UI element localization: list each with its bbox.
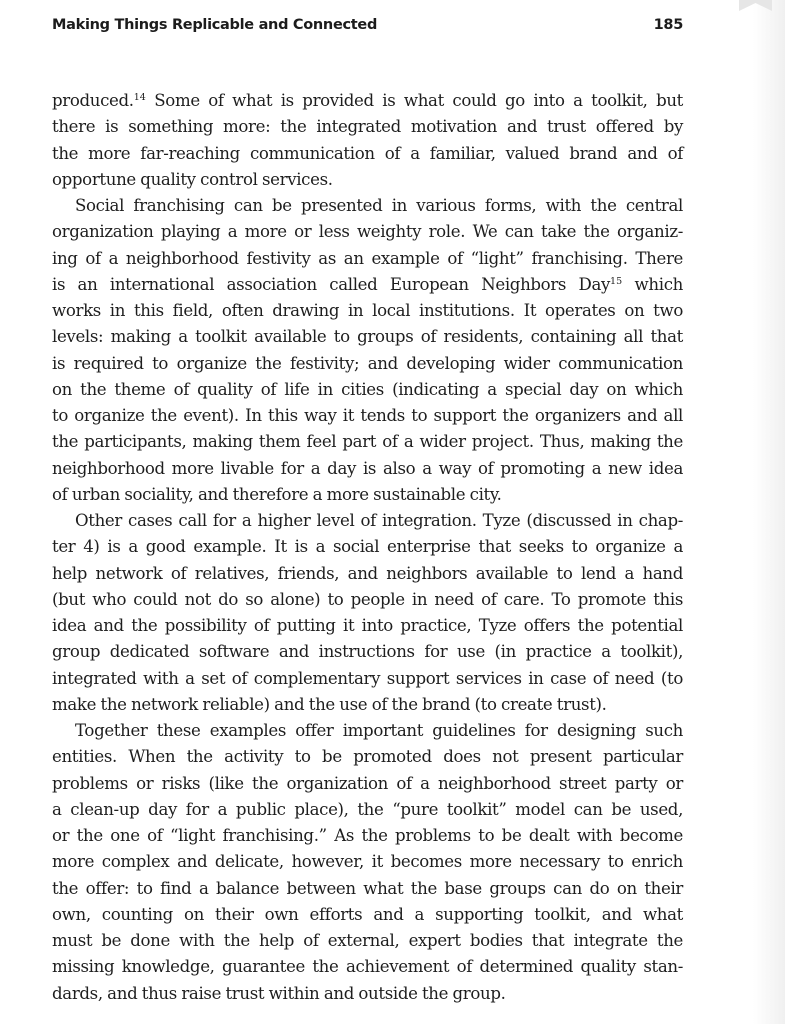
running-title: Making Things Replicable and Connected: [52, 17, 378, 33]
text-line: [52, 88, 683, 114]
line-text: idea and the possibility of putting it into practice, Tyze offers the potential: [52, 616, 683, 635]
text-line: [52, 429, 683, 455]
bookmark-ribbon-icon: [739, 0, 772, 12]
text-line: [52, 351, 683, 377]
text-line: [52, 639, 683, 665]
text-line: [52, 849, 683, 875]
text-line: [52, 928, 683, 954]
line-text: Together these examples offer important guidelines for designing such: [75, 721, 683, 740]
line-text: group dedicated software and instructions for use (in practice a toolkit),: [52, 642, 683, 662]
line-text: ing of a neighborhood festivity as an example of “light” franchising. There: [52, 248, 683, 268]
text-line: [52, 876, 683, 902]
line-text: entities. When the activity to be promoted does not present particular: [52, 747, 683, 767]
line-text: Some of what is provided is what could go into a toolkit, but: [145, 91, 683, 110]
line-text: opportune quality control services.: [52, 169, 333, 189]
text-line: [52, 141, 683, 167]
text-line: [52, 324, 683, 350]
line-text: the more far-reaching communication of a familiar, valued brand and of: [52, 143, 683, 163]
line-text: of urban sociality, and therefore a more sustainable city.: [52, 484, 502, 504]
line-text: produced.: [52, 91, 134, 110]
text-line: [52, 561, 683, 587]
text-line: [52, 246, 683, 272]
line-text: or the one of “light franchising.” As the problems to be dealt with become: [52, 826, 683, 845]
line-text: more complex and delicate, however, it becomes more necessary to enrich: [52, 852, 683, 872]
text-line: [52, 902, 683, 928]
text-line: [52, 771, 683, 797]
paragraph: [52, 508, 683, 718]
text-line: [52, 954, 683, 980]
line-text: must be done with the help of external, expert bodies that integrate the: [52, 931, 683, 950]
body-text: [52, 88, 683, 1007]
text-line: [52, 403, 683, 429]
line-text: which: [622, 274, 683, 294]
line-text: on the theme of quality of life in cities (indicating a special day on which: [52, 379, 683, 399]
running-head: [52, 17, 683, 39]
text-line: [52, 456, 683, 482]
line-text: help network of relatives, friends, and neighbors available to lend a hand: [52, 563, 683, 583]
text-line: [52, 482, 683, 508]
text-line: [52, 613, 683, 639]
text-line: [52, 981, 683, 1007]
paragraph: [52, 718, 683, 1007]
line-text: neighborhood more livable for a day is also a way of promoting a new idea: [52, 458, 683, 478]
line-text: make the network reliable) and the use of the brand (to create trust).: [52, 694, 607, 714]
footnote-reference[interactable]: 14: [133, 92, 146, 103]
line-text: dards, and thus raise trust within and outside the group.: [52, 983, 506, 1003]
text-line: [52, 508, 683, 534]
footnote-reference[interactable]: 15: [610, 275, 623, 287]
text-line: [52, 587, 683, 613]
line-text: is required to organize the festivity; and developing wider communication: [52, 353, 683, 373]
line-text: own, counting on their own efforts and a supporting toolkit, and what: [52, 904, 683, 924]
line-text: is an international association called European Neighbors Day: [52, 274, 611, 294]
text-line: [52, 193, 683, 219]
text-line: [52, 666, 683, 692]
text-line: [52, 692, 683, 718]
line-text: problems or risks (like the organization of a neighborhood street party or: [52, 773, 683, 793]
text-line: [52, 744, 683, 770]
paragraph: [52, 193, 683, 508]
text-line: [52, 534, 683, 560]
text-line: [52, 167, 683, 193]
bookmark-button[interactable]: [739, 0, 772, 12]
line-text: missing knowledge, guarantee the achievement of determined quality stan-: [52, 957, 683, 977]
text-line: [52, 219, 683, 245]
line-text: the participants, making them feel part of a wider project. Thus, making the: [52, 432, 683, 452]
page-edge-shadow: [753, 0, 785, 1024]
line-text: Other cases call for a higher level of integration. Tyze (discussed in chap-: [75, 511, 683, 530]
text-line: [52, 272, 683, 298]
text-line: [52, 823, 683, 849]
text-line: [52, 114, 683, 140]
text-line: [52, 377, 683, 403]
line-text: there is something more: the integrated motivation and trust offered by: [52, 117, 683, 137]
line-text: ter 4) is a good example. It is a social enterprise that seeks to organize a: [52, 537, 683, 557]
line-text: Social franchising can be presented in various forms, with the central: [75, 196, 683, 215]
line-text: organization playing a more or less weighty role. We can take the organiz-: [52, 222, 683, 242]
text-line: [52, 797, 683, 823]
line-text: integrated with a set of complementary support services in case of need (to: [52, 668, 683, 688]
line-text: works in this field, often drawing in local institutions. It operates on two: [52, 301, 683, 320]
line-text: the offer: to find a balance between what the base groups can do on their: [52, 878, 683, 898]
text-line: [52, 298, 683, 324]
paragraph: [52, 88, 683, 193]
text-line: [52, 718, 683, 744]
page-number: 185: [653, 17, 683, 33]
line-text: to organize the event). In this way it tends to support the organizers and all: [52, 406, 683, 425]
line-text: a clean-up day for a public place), the “pure toolkit” model can be used,: [52, 799, 683, 819]
line-text: (but who could not do so alone) to people in need of care. To promote this: [52, 589, 683, 609]
line-text: levels: making a toolkit available to groups of residents, containing all that: [52, 327, 683, 347]
